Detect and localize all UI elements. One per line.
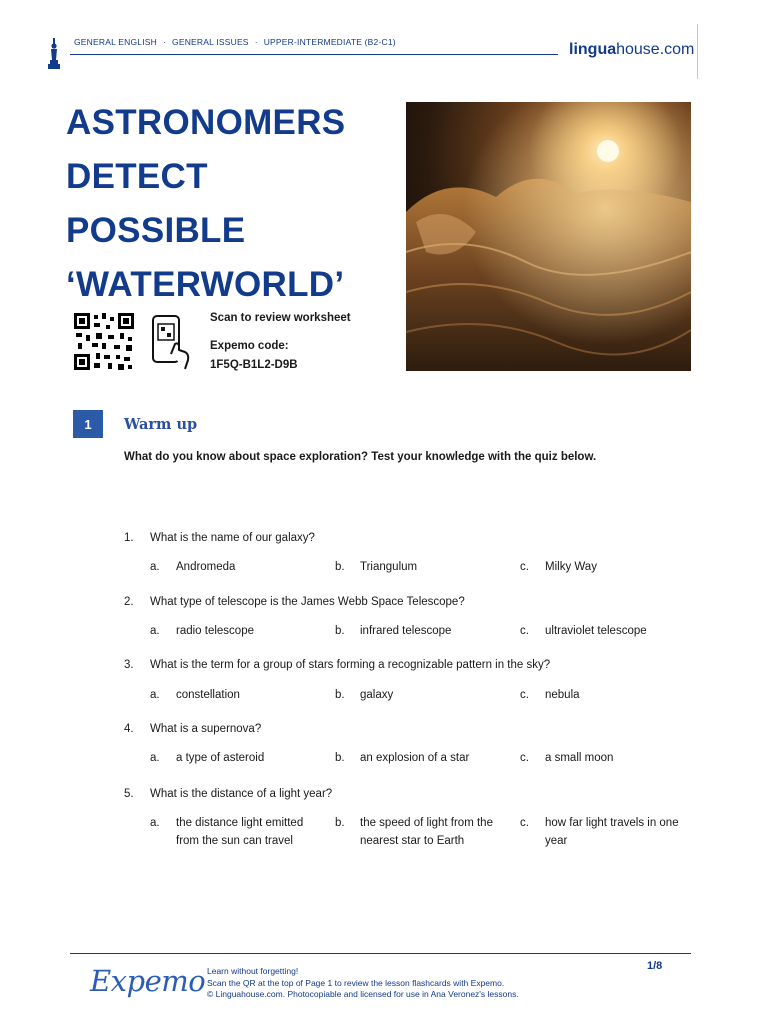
- quiz-option: infrared telescope: [360, 625, 452, 637]
- section-intro: What do you know about space exploration? Test your knowledge with the quiz below.: [124, 451, 597, 463]
- quiz-option: galaxy: [360, 689, 394, 701]
- quiz-option: constellation: [176, 689, 240, 701]
- breadcrumb-category: GENERAL ENGLISH: [74, 37, 157, 47]
- liberty-icon: [46, 38, 62, 70]
- expemo-logo: Expemo: [90, 964, 206, 998]
- hero-image-waterworld: [406, 102, 691, 371]
- scan-label: Scan to review worksheet: [210, 312, 351, 324]
- page-title: ASTRONOMERS DETECT POSSIBLE ‘WATERWORLD’: [66, 103, 346, 304]
- expemo-code-label: Expemo code:: [210, 340, 289, 352]
- header-divider: [697, 24, 698, 79]
- section-title: Warm up: [124, 416, 198, 433]
- quiz-option: a small moon: [545, 752, 614, 764]
- phone-scan-icon: [151, 314, 191, 371]
- quiz-option: how far light travels in one year: [545, 817, 679, 847]
- quiz-option: the distance light emitted from the sun can travel: [176, 817, 304, 847]
- quiz-option: an explosion of a star: [360, 752, 470, 764]
- qr-code-icon[interactable]: [74, 313, 134, 370]
- quiz-option: a type of asteroid: [176, 752, 265, 764]
- quiz-option: Triangulum: [360, 561, 418, 573]
- linguahouse-logo: linguahouse.com: [569, 41, 695, 58]
- footer-text: Learn without forgetting! Scan the QR at the top of Page 1 to review the lesson flashcards with Expemo. © Linguahouse.com. Photocopiable and licensed for use in Ana Veronez's lessons.: [207, 966, 519, 999]
- quiz-option: ultraviolet telescope: [545, 625, 647, 637]
- quiz-option: Milky Way: [545, 561, 597, 573]
- quiz-option: the speed of light from the nearest star to Earth: [360, 817, 493, 847]
- quiz-option: Andromeda: [176, 561, 236, 573]
- expemo-code: 1F5Q-B1L2-D9B: [210, 359, 298, 371]
- page-number: 1/8: [647, 960, 663, 972]
- header-rule: [70, 54, 558, 55]
- quiz-option: radio telescope: [176, 625, 254, 637]
- breadcrumb-topic: GENERAL ISSUES: [172, 37, 249, 47]
- breadcrumb: GENERAL ENGLISH · GENERAL ISSUES · UPPER-INTERMEDIATE (B2-C1): [74, 37, 396, 47]
- section-number: 1: [73, 410, 103, 438]
- breadcrumb-level: UPPER-INTERMEDIATE (B2-C1): [263, 37, 396, 47]
- footer-rule: [70, 953, 691, 954]
- quiz-option: nebula: [545, 689, 580, 701]
